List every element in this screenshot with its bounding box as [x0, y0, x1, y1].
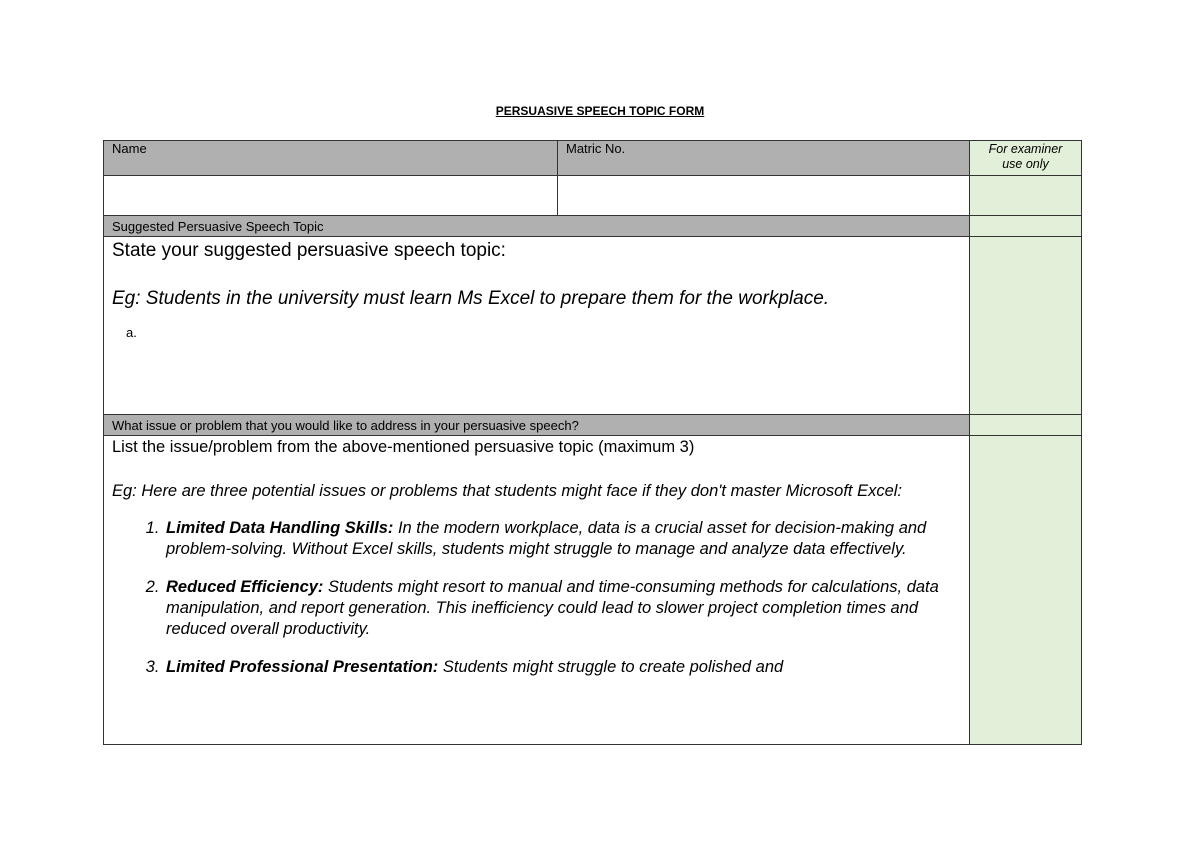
issue-answer-cell[interactable] — [104, 436, 970, 745]
issue-list — [112, 518, 949, 678]
issue-instruction: List the issue/problem from the above-mentioned persuasive topic (maximum 3) — [112, 438, 695, 456]
examiner-cell-1 — [970, 176, 1082, 216]
matric-field[interactable] — [558, 176, 970, 216]
topic-answer-cell[interactable] — [104, 237, 970, 415]
issue-example-intro: Eg: Here are three potential issues or problems that students might face if they don't master Microsoft Excel: — [112, 482, 903, 500]
form-title: PERSUASIVE SPEECH TOPIC FORM — [495, 104, 705, 118]
examiner-cell-5 — [970, 436, 1082, 745]
topic-example: Eg: Students in the university must learn Ms Excel to prepare them for the workplace. — [112, 288, 830, 309]
issue-item: 3. Limited Professional Presentation: Students might struggle to create polished and — [164, 657, 949, 678]
examiner-line-2: use only — [1002, 157, 1049, 171]
topic-section-label: Suggested Persuasive Speech Topic — [104, 216, 970, 237]
examiner-cell-4 — [970, 415, 1082, 436]
name-field[interactable] — [104, 176, 558, 216]
issue-item: 2. Reduced Efficiency: Students might resort to manual and time-consuming methods for calculations, data manipulation, and report generation. This inefficiency could lead to slower project completion times and reduced overall productivity. — [164, 577, 949, 640]
examiner-header — [970, 141, 1082, 176]
examiner-cell-2 — [970, 216, 1082, 237]
topic-instruction: State your suggested persuasive speech topic: — [112, 240, 506, 261]
name-label: Name — [104, 141, 558, 176]
topic-item-a: a. — [126, 325, 137, 340]
matric-label: Matric No. — [558, 141, 970, 176]
issue-item: 1. Limited Data Handling Skills: In the modern workplace, data is a crucial asset for decision-making and problem-solving. Without Excel skills, students might struggle to manage and analyze data effectively. — [164, 518, 949, 560]
examiner-cell-3 — [970, 237, 1082, 415]
topic-form-table — [103, 140, 1082, 745]
examiner-line-1: For examiner — [988, 142, 1063, 156]
issue-section-label: What issue or problem that you would like to address in your persuasive speech? — [104, 415, 970, 436]
